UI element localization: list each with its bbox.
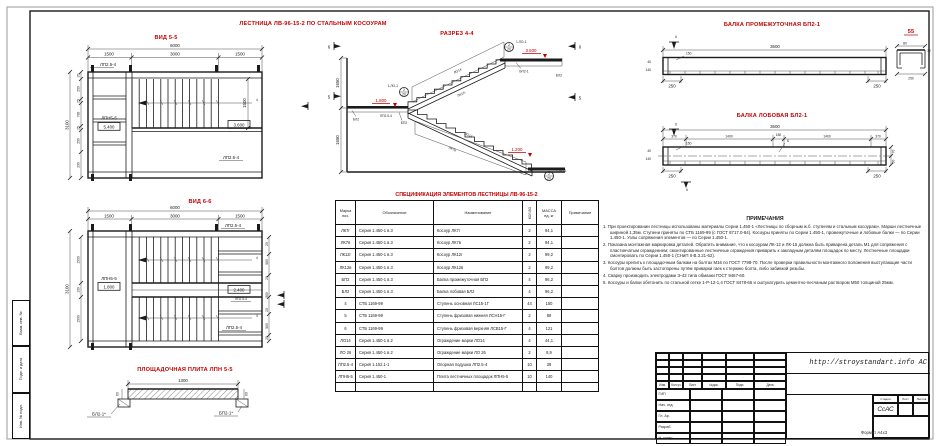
spec-row <box>336 371 599 383</box>
format-label: Формат А4х3 <box>860 430 888 435</box>
svg-text:ЛК12г: ЛК12г <box>456 90 467 98</box>
svg-text:370: 370 <box>875 134 881 139</box>
svg-text:6: 6 <box>686 188 688 192</box>
spec-cell: Плита лестничных площадок ЛПН5-5 <box>434 371 523 383</box>
spec-cell: 4 <box>523 273 537 285</box>
elevation-mid: 1.800 <box>375 98 387 103</box>
svg-text:3100: 3100 <box>64 120 70 130</box>
spec-header-note: Примечание <box>562 201 599 225</box>
node-bubble <box>388 84 409 97</box>
spec-cell: СТБ 1169-99 <box>356 310 434 322</box>
stage-list-block: Стадия Лист Листов СсАС <box>873 395 930 438</box>
landing-elevation: 5.400 <box>103 124 115 130</box>
spec-cell: Ступень фризовая нижняя ЛСН15-Г <box>434 310 523 322</box>
main-title: ЛЕСТНИЦА ЛВ-96-15-2 ПО СТАЛЬНЫМ КОСОУРАМ <box>239 21 387 27</box>
section-flag-icon <box>672 42 676 49</box>
spec-cell: 94,1 <box>537 237 562 249</box>
title-block-right <box>786 353 930 438</box>
section-flag-icon <box>568 95 575 99</box>
svg-text:1.800: 1.800 <box>103 284 115 290</box>
spec-cell: Серия 1.450-1 <box>356 371 434 383</box>
spec-row <box>336 359 599 371</box>
spec-cell: 44,1 <box>537 334 562 346</box>
svg-text:580: 580 <box>265 259 269 265</box>
spec-cell <box>562 249 599 261</box>
svg-text:1650: 1650 <box>335 78 340 88</box>
svg-text:6: 6 <box>675 35 677 39</box>
svg-text:20: 20 <box>265 242 269 246</box>
beam-bl2-1 <box>645 113 895 192</box>
spec-cell <box>562 310 599 322</box>
svg-text:5: 5 <box>578 95 582 101</box>
spec-cell <box>562 346 599 358</box>
section-flag-icon <box>334 44 341 48</box>
svg-text:1500: 1500 <box>242 98 247 108</box>
spec-cell: Серия 1.450-1 в.3 <box>356 273 434 285</box>
svg-text:1650: 1650 <box>335 135 340 145</box>
spec-cell: 4 <box>523 334 537 346</box>
spec-cell: 2 <box>523 346 537 358</box>
svg-text:1500: 1500 <box>235 213 245 219</box>
spec-cell: 39 <box>537 359 562 371</box>
spec-cell <box>562 371 599 383</box>
spec-row <box>336 285 599 297</box>
spec-cell: Серия 1.152.1-1 <box>356 359 434 371</box>
svg-text:20: 20 <box>265 308 269 312</box>
svg-text:2: 2 <box>403 88 405 92</box>
svg-text:60: 60 <box>891 159 896 164</box>
spec-header-row <box>336 201 599 225</box>
spec-table-body <box>336 225 599 383</box>
spec-cell: 10 <box>523 371 537 383</box>
spec-cell: 8,9 <box>537 346 562 358</box>
svg-text:140: 140 <box>645 157 651 161</box>
spec-header-design: Обозначение <box>356 201 434 225</box>
spec-cell: ЛК7в <box>336 237 356 249</box>
spec-cell: ЛО14 <box>336 334 356 346</box>
support-label-left: БЛ2-1* <box>92 411 106 417</box>
beam-bl2-1-title: БАЛКА ЛОБОВАЯ БЛ2-1 <box>736 113 808 119</box>
support-label-right: БП2-1* <box>218 410 234 416</box>
svg-text:3000: 3000 <box>170 213 180 219</box>
note-item: 1. При проектировании лестницы использованы материалы Серии 1.450-1 «Лестницы по сборным ж.б. ступеням и стальным косоурам». Марши лестничные шириной 1,35м. Ступени приняты по СТБ 1169-99 (с ГОСТ 8717.0-84). Косоуры приняты по Серии 1.450-1, промежуточные и лобовые балки — по Серии 1.450-1. Узлы сопряжения элементов — по Серии 1.450-1. <box>603 224 922 241</box>
section-4-4-title: РАЗРЕЗ 4-4 <box>440 31 474 37</box>
view-5-5-title: ВИД 5-5 <box>154 35 178 41</box>
svg-text:250: 250 <box>668 173 676 179</box>
svg-text:70: 70 <box>891 149 896 154</box>
spec-row <box>336 249 599 261</box>
svg-text:150: 150 <box>686 141 692 146</box>
spec-cell: 99,2 <box>537 249 562 261</box>
svg-text:60: 60 <box>115 392 120 396</box>
spec-cell: Серия 1.450-1 в.3 <box>356 261 434 273</box>
spec-cell: Косоур ЛК12в <box>434 261 523 273</box>
elevation-bottom: 1.200 <box>511 147 523 152</box>
spec-row <box>336 322 599 334</box>
spec-cell: Косоур ЛК12г <box>434 249 523 261</box>
svg-text:2: 2 <box>508 43 510 47</box>
spec-cell <box>562 298 599 310</box>
svg-text:20: 20 <box>76 73 81 78</box>
title-block <box>655 352 929 439</box>
svg-text:80: 80 <box>244 392 249 396</box>
margin-stamp <box>12 300 30 439</box>
title-block-left <box>656 353 786 438</box>
svg-text:6000: 6000 <box>170 43 180 48</box>
spec-cell <box>562 237 599 249</box>
view-6-6 <box>65 199 285 350</box>
section-flag-icon <box>301 104 308 108</box>
svg-text:580: 580 <box>265 323 269 329</box>
svg-text:ЛПН5-5: ЛПН5-5 <box>101 276 117 281</box>
svg-text:250: 250 <box>76 86 81 92</box>
svg-text:1500: 1500 <box>235 51 245 57</box>
spec-cell: Ограждение марки ЛО 26 <box>434 346 523 358</box>
svg-text:1.ЛО-1: 1.ЛО-1 <box>556 169 567 173</box>
svg-text:ЛК7в: ЛК7в <box>448 145 457 153</box>
spec-cell: 2 <box>523 237 537 249</box>
svg-text:1400: 1400 <box>823 134 831 139</box>
svg-text:780: 780 <box>76 111 81 118</box>
svg-text:20: 20 <box>547 176 551 181</box>
spec-cell: 121 <box>537 322 562 334</box>
spec-cell: 94,1 <box>537 225 562 237</box>
spec-row <box>336 298 599 310</box>
svg-text:20: 20 <box>507 47 511 52</box>
spec-cell <box>562 285 599 297</box>
spec-cell: Серия 1.450-1 в.3 <box>356 285 434 297</box>
spec-cell: 6 <box>336 322 356 334</box>
spec-cell: БЛ2 <box>336 285 356 297</box>
spec-cell: СТБ 1169-99 <box>356 298 434 310</box>
spec-cell: 44 <box>523 298 537 310</box>
section-flag-icon <box>277 293 284 297</box>
svg-text:6000: 6000 <box>170 205 180 210</box>
spec-cell: 2 <box>523 249 537 261</box>
svg-text:290: 290 <box>76 162 81 168</box>
svg-text:ЛО14: ЛО14 <box>452 67 463 75</box>
spec-cell: 2 <box>523 261 537 273</box>
spec-cell: Балка промежуточная БП2 <box>434 273 523 285</box>
spec-row <box>336 237 599 249</box>
spec-cell: Ступень фризовая верхняя ЛСВ15-Г <box>434 322 523 334</box>
lp-label: ЛП2.5-4 <box>100 62 117 67</box>
revision-header-row: Изм. Кол.уч Лист №док. Подп. Дата <box>656 381 786 389</box>
svg-text:80: 80 <box>903 41 907 46</box>
note-item: 4. Сварку производить электродами Э-42 типа обмазки ГОСТ 9467-60. <box>603 272 746 278</box>
spec-cell: Балка лобовая БЛ2 <box>434 285 523 297</box>
svg-text:1500: 1500 <box>104 51 114 57</box>
svg-text:2: 2 <box>548 172 550 176</box>
svg-text:580: 580 <box>265 292 269 298</box>
spec-header-qty: КОЛ-ВО <box>523 201 537 225</box>
spec-header-name: Наименование <box>434 201 523 225</box>
svg-text:4: 4 <box>256 256 258 260</box>
svg-text:БЛ2: БЛ2 <box>352 117 360 122</box>
svg-text:6: 6 <box>327 44 331 50</box>
spec-cell: 96,2 <box>537 273 562 285</box>
svg-text:1.ЛО-1: 1.ЛО-1 <box>516 40 527 44</box>
spec-cell: Опорная подушка ЛП2.5-4 <box>434 359 523 371</box>
spec-cell: 2 <box>523 310 537 322</box>
section-flag-icon <box>277 302 284 306</box>
svg-text:ЛП2.5-4: ЛП2.5-4 <box>225 325 243 330</box>
svg-text:6: 6 <box>787 139 789 143</box>
svg-text:ЛП2.5-4: ЛП2.5-4 <box>224 223 242 228</box>
spec-header-mark: Марка поз. <box>336 201 356 225</box>
spec-cell <box>562 359 599 371</box>
spec-cell: Серия 1.450-1 в.3 <box>356 249 434 261</box>
url-stamp: http://stroystandart.info АС <box>787 353 930 374</box>
landing-plate-title: ПЛОЩАДОЧНАЯ ПЛИТА ЛПН 5-5 <box>137 367 233 373</box>
svg-text:1.ЛО-1: 1.ЛО-1 <box>387 84 398 88</box>
svg-text:4: 4 <box>256 314 258 318</box>
spec-cell: Серия 1.450-1 в.2 <box>356 334 434 346</box>
svg-text:1500: 1500 <box>76 256 81 264</box>
svg-text:1500: 1500 <box>104 213 114 219</box>
spec-cell: Ступень основная ЛС15-1Г <box>434 298 523 310</box>
object-cell <box>787 374 930 395</box>
spec-cell <box>562 334 599 346</box>
section-4-4 <box>328 31 582 181</box>
spec-cell: ЛПН5-5 <box>336 371 356 383</box>
spec-row <box>336 261 599 273</box>
spec-cell: ЛК12г <box>336 249 356 261</box>
spec-cell: ЛК12в <box>336 261 356 273</box>
spec-cell: Ограждение марки ЛО14 <box>434 334 523 346</box>
svg-text:БЛ2: БЛ2 <box>555 73 563 78</box>
svg-text:1300: 1300 <box>178 378 188 383</box>
spec-cell: Косоур ЛК7в <box>434 237 523 249</box>
note-item: 3. Косоуры крепить к площадочным балкам на болтах М16 по ГОСТ 7798-70. После проверки правильности монтажного положения выступающие части болтов должны быть застопорены путём приварки гаек к стержню болта, либо забивкой резьбы. <box>603 260 912 271</box>
spec-header-mass: МАССА ед, кг <box>537 201 562 225</box>
spec-cell: ЛП2.5-4 <box>336 359 356 371</box>
landing-label: ЛПН5-5 <box>101 115 117 121</box>
svg-text:250: 250 <box>668 83 676 89</box>
spec-cell: БП2 <box>336 273 356 285</box>
svg-text:250: 250 <box>873 83 881 89</box>
node-bubble <box>505 40 527 52</box>
revision-rows <box>656 353 786 381</box>
margin-stamp-cell: Взам. инв. № <box>12 300 30 346</box>
svg-text:40: 40 <box>647 149 651 153</box>
spec-cell <box>562 225 599 237</box>
note-item: 5. Косоуры и балки обетонить по стальной сетке 1-Р-12-1,4 ГОСТ 8478-66 и оштукатурить цементно-песчаным раствором М50 толщиной 25мм. <box>603 279 894 285</box>
spec-cell: Косоур ЛК7г <box>434 225 523 237</box>
spec-cell: 4 <box>336 298 356 310</box>
svg-text:6: 6 <box>578 44 582 50</box>
stage-value: СсАС <box>873 403 898 416</box>
spec-cell: Серия 1.450-1 в.2 <box>356 346 434 358</box>
spec-cell: 4 <box>523 285 537 297</box>
margin-stamp-cell: Подп. и дата <box>12 346 30 392</box>
svg-text:3000: 3000 <box>170 51 180 57</box>
svg-text:20: 20 <box>265 276 269 280</box>
svg-text:32: 32 <box>927 49 931 53</box>
spec-row <box>336 310 599 322</box>
svg-text:ЛП2.5-4: ЛП2.5-4 <box>379 114 393 118</box>
spec-cell: СТБ 1169-99 <box>356 322 434 334</box>
spec-cell: 2 <box>523 225 537 237</box>
svg-text:ЛО14: ЛО14 <box>463 131 474 139</box>
svg-text:140: 140 <box>645 68 651 72</box>
specification-title: СПЕЦИФИКАЦИЯ ЭЛЕМЕНТОВ ЛЕСТНИЦЫ ЛВ-96-15-2 <box>395 192 538 198</box>
svg-text:БП2-1: БП2-1 <box>519 69 529 74</box>
spec-row <box>336 334 599 346</box>
notes-title: ПРИМЕЧАНИЯ <box>746 216 784 222</box>
svg-text:ЛП2.5-4: ЛП2.5-4 <box>234 297 248 301</box>
svg-text:6: 6 <box>675 122 677 127</box>
note-item: 2. Показана монтажная маркировка деталей. Обратить внимание, что к косоурам ЛК-12 и ЛК-15 должна быть приварена деталь М1 для сопряжения с пластинчатым ограждением; смонтированные лестничные ограждения приварить к закладным деталям площадок по месту. Лестничные площадки смонтировать по Серии 1.450-1 (СНиП II-В.3.21-62). <box>603 242 910 259</box>
spec-cell <box>562 261 599 273</box>
spec-empty-row <box>336 383 599 392</box>
beam-section-5-5 <box>895 42 931 81</box>
right-elevation: 3.600 <box>233 122 245 128</box>
node-bubble <box>545 169 567 181</box>
svg-text:180: 180 <box>775 133 782 137</box>
section-flag-icon <box>334 94 341 98</box>
spec-row <box>336 346 599 358</box>
svg-text:40: 40 <box>647 60 651 64</box>
spec-cell: Серия 1.450-1 в.3 <box>356 237 434 249</box>
svg-text:1500: 1500 <box>76 315 81 323</box>
spec-row <box>336 225 599 237</box>
specification-table <box>335 200 599 392</box>
svg-text:20: 20 <box>265 336 269 340</box>
spec-cell: ЛК7г <box>336 225 356 237</box>
elevation-top: 3.600 <box>525 48 537 53</box>
view-5-5 <box>65 35 309 181</box>
spec-cell: Серия 1.450-1 в.3 <box>356 225 434 237</box>
corner-mark: 55 <box>907 29 915 35</box>
svg-text:5: 5 <box>327 94 331 100</box>
margin-stamp-cell: Инв. № подл. <box>12 393 30 439</box>
svg-text:250: 250 <box>873 173 881 179</box>
svg-text:150: 150 <box>686 51 692 56</box>
spec-cell: 150 <box>537 298 562 310</box>
svg-text:3600: 3600 <box>770 44 780 49</box>
roles-rows: ГИП Нач. отд. Гл. Ар. Разраб. Н. контр. <box>656 389 786 444</box>
svg-text:3100: 3100 <box>64 284 70 294</box>
beam-bp2-1-title: БАЛКА ПРОМЕЖУТОЧНАЯ БП2-1 <box>723 22 821 28</box>
svg-text:25: 25 <box>76 99 81 103</box>
svg-text:3600: 3600 <box>770 124 780 129</box>
spec-cell <box>562 273 599 285</box>
svg-text:1400: 1400 <box>725 134 733 139</box>
svg-text:370: 370 <box>671 134 677 139</box>
spec-cell: 10 <box>523 359 537 371</box>
landing-plate <box>87 367 249 417</box>
svg-text:250: 250 <box>76 138 81 144</box>
spec-cell: 140 <box>537 371 562 383</box>
spec-cell: 96,2 <box>537 285 562 297</box>
svg-text:100: 100 <box>76 287 81 293</box>
section-flag-icon <box>568 44 575 48</box>
spec-cell: 89 <box>537 310 562 322</box>
view-6-6-title: ВИД 6-6 <box>188 199 212 205</box>
spec-cell: ЛО 26 <box>336 346 356 358</box>
spec-cell: 4 <box>523 322 537 334</box>
svg-text:ЛП2.5-4: ЛП2.5-4 <box>222 154 240 160</box>
spec-row <box>336 273 599 285</box>
spec-cell: 5 <box>336 310 356 322</box>
spec-cell <box>562 322 599 334</box>
notes-block <box>603 216 927 287</box>
svg-text:2.400: 2.400 <box>233 287 245 293</box>
svg-text:250: 250 <box>908 76 914 81</box>
cut-mark: 4 <box>256 98 258 102</box>
beam-bp2-1 <box>645 22 931 89</box>
svg-text:20: 20 <box>402 92 406 97</box>
spec-cell: 99,2 <box>537 261 562 273</box>
svg-text:25: 25 <box>76 126 81 130</box>
svg-text:БП2: БП2 <box>400 121 408 125</box>
specification-block <box>335 192 598 392</box>
